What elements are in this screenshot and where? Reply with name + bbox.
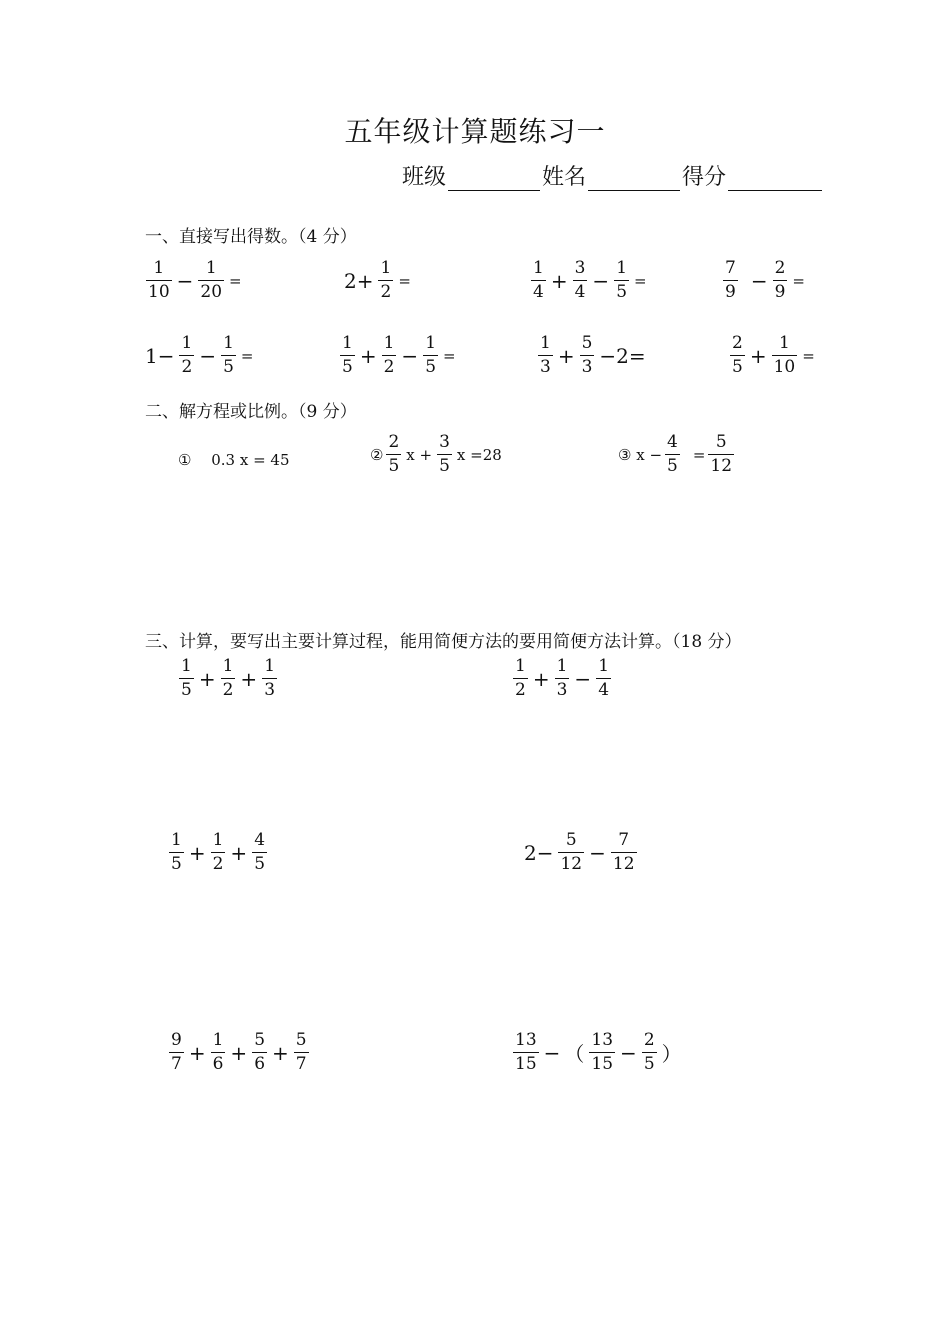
equation-1: ① 0.3 x = 45 (178, 451, 290, 469)
class-blank[interactable] (448, 164, 540, 191)
problem-1-3: $\frac{1}{4}$ + $\frac{3}{4}$ − $\frac{1}{5}$ = (533, 258, 647, 302)
fraction: $\frac{1}{3}$ (540, 333, 551, 377)
problem-1-6: $\frac{1}{5}$ + $\frac{1}{2}$ − $\frac{1}{5}$ = (342, 333, 456, 377)
fraction: $\frac{3}{4}$ (574, 258, 586, 302)
fraction: $\frac{2}{9}$ (774, 258, 786, 302)
fraction: $\frac{4}{5}$ (254, 830, 266, 874)
calc-problem-2: $\frac{1}{2}$ + $\frac{1}{3}$ − $\frac{1}{4}$ (515, 656, 610, 700)
fraction: $\frac{1}{6}$ (212, 1030, 224, 1074)
section-2-heading: 二、解方程或比例。（9 分） (145, 402, 357, 422)
name-blank[interactable] (588, 164, 680, 191)
fraction: $\frac{2}{5}$ (643, 1030, 655, 1074)
problem-1-5: 1− $\frac{1}{2}$ − $\frac{1}{5}$ = (145, 333, 254, 377)
fraction: $\frac{7}{12}$ (612, 830, 635, 874)
class-label: 班级 (402, 165, 447, 190)
calc-problem-3: $\frac{1}{5}$ + $\frac{1}{2}$ + $\frac{4}{5}$ (171, 830, 266, 874)
fraction: $\frac{1}{10}$ (773, 333, 796, 377)
fraction: $\frac{5}{3}$ (581, 333, 593, 377)
fraction: $\frac{3}{5}$ (439, 432, 450, 476)
student-info-line (402, 160, 824, 191)
fraction: $\frac{4}{5}$ (667, 432, 678, 476)
calc-problem-6: $\frac{13}{15}$ − （ $\frac{13}{15}$ − $\frac{2}{5}$ ） (515, 1030, 682, 1074)
fraction: $\frac{5}{12}$ (710, 432, 733, 476)
fraction: $\frac{1}{2}$ (383, 333, 395, 377)
fraction: $\frac{2}{5}$ (388, 432, 400, 476)
fraction: $\frac{1}{2}$ (515, 656, 526, 700)
fraction: $\frac{1}{5}$ (223, 333, 234, 377)
fraction: $\frac{9}{7}$ (171, 1030, 182, 1074)
fraction: $\frac{2}{5}$ (732, 333, 743, 377)
problem-1-8: $\frac{2}{5}$ + $\frac{1}{10}$ = (732, 333, 815, 377)
score-label: 得分 (682, 165, 727, 190)
problem-1-7: $\frac{1}{3}$ + $\frac{5}{3}$ −2= (540, 333, 646, 377)
fraction: $\frac{1}{20}$ (200, 258, 223, 302)
fraction: $\frac{5}{7}$ (295, 1030, 307, 1074)
problem-1-1: $\frac{1}{10}$ − $\frac{1}{20}$ = (148, 258, 242, 302)
problem-1-4: $\frac{7}{9}$ − $\frac{2}{9}$ = (725, 258, 805, 302)
fraction: $\frac{1}{10}$ (148, 258, 170, 302)
score-blank[interactable] (728, 164, 822, 191)
calc-problem-5: $\frac{9}{7}$ + $\frac{1}{6}$ + $\frac{5}{6}$ + $\frac{5}{7}$ (171, 1030, 307, 1074)
fraction: $\frac{1}{2}$ (222, 656, 234, 700)
problem-1-2: 2+ $\frac{1}{2}$ = (344, 258, 411, 302)
fraction: $\frac{1}{5}$ (616, 258, 628, 302)
fraction: $\frac{1}{2}$ (212, 830, 224, 874)
section-3-heading: 三、计算，要写出主要计算过程，能用简便方法的要用简便方法计算。（18 分） (145, 632, 742, 652)
fraction: $\frac{1}{5}$ (171, 830, 182, 874)
fraction: $\frac{13}{15}$ (591, 1030, 614, 1074)
fraction: $\frac{5}{6}$ (254, 1030, 266, 1074)
equation-3: ③ x − $\frac{4}{5}$ = $\frac{5}{12}$ (618, 432, 733, 476)
fraction: $\frac{1}{3}$ (264, 656, 276, 700)
fraction: $\frac{7}{9}$ (725, 258, 736, 302)
fraction: $\frac{1}{3}$ (556, 656, 568, 700)
fraction: $\frac{1}{4}$ (598, 656, 610, 700)
fraction: $\frac{5}{12}$ (560, 830, 583, 874)
fraction: $\frac{1}{2}$ (380, 258, 392, 302)
section-1-heading: 一、直接写出得数。（4 分） (145, 227, 357, 247)
calc-problem-1: $\frac{1}{5}$ + $\frac{1}{2}$ + $\frac{1}{3}$ (181, 656, 276, 700)
equation-2: ② $\frac{2}{5}$ x + $\frac{3}{5}$ x =28 (370, 432, 502, 476)
fraction: $\frac{1}{2}$ (181, 333, 193, 377)
page-title: 五年级计算题练习一 (344, 115, 606, 148)
calc-problem-4: 2− $\frac{5}{12}$ − $\frac{7}{12}$ (524, 830, 635, 874)
fraction: $\frac{1}{5}$ (425, 333, 437, 377)
fraction: $\frac{1}{5}$ (181, 656, 192, 700)
fraction: $\frac{1}{5}$ (342, 333, 353, 377)
name-label: 姓名 (542, 165, 587, 190)
fraction: $\frac{1}{4}$ (533, 258, 544, 302)
fraction: $\frac{13}{15}$ (515, 1030, 537, 1074)
